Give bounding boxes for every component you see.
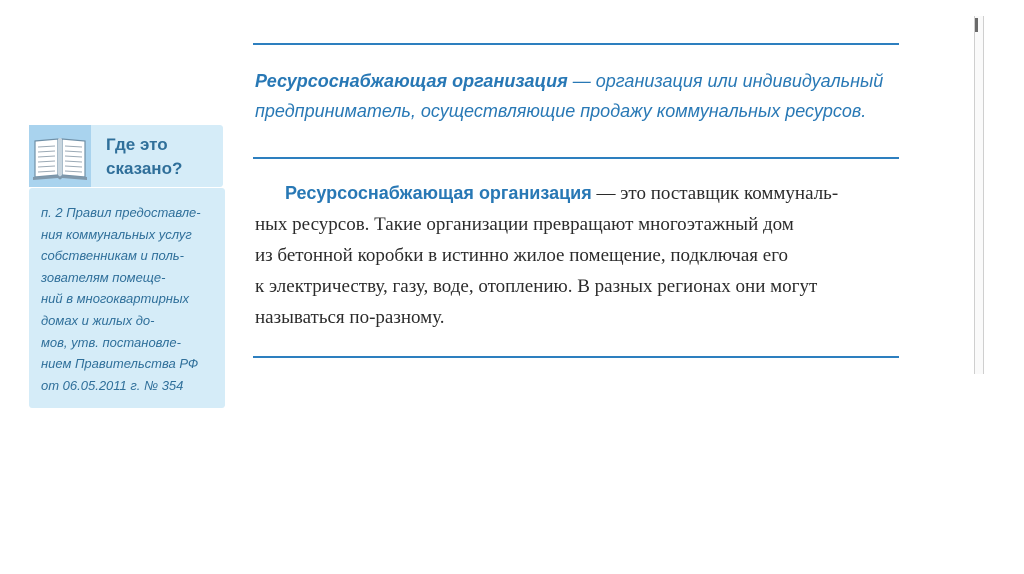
- sidebar-title: [106, 133, 218, 181]
- scrollbar-thumb[interactable]: [975, 18, 978, 32]
- paragraph-line-2: ных ресурсов. Такие организации превращают многоэтажный дом: [255, 214, 794, 235]
- divider-top: [253, 43, 899, 45]
- sidebar-header: [29, 125, 223, 187]
- divider-middle: [253, 157, 899, 159]
- paragraph-line-4: к электричеству, газу, воде, отоплению. В разных регионах они могут: [255, 276, 818, 297]
- paragraph-line-1: [255, 178, 915, 209]
- paragraph-line-3: из бетонной коробки в истинно жилое помещение, подключая его: [255, 245, 789, 266]
- definition-line-1: [255, 66, 915, 96]
- definition-text: — организация или индивидуальный: [567, 71, 884, 91]
- legal-reference: [41, 202, 219, 396]
- reference-line: п. 2 Правил предоставле-: [41, 205, 201, 220]
- vertical-scrollbar[interactable]: [974, 16, 984, 374]
- reference-line: ния коммунальных услуг: [41, 226, 192, 242]
- reference-line: от 06.05.2011 г. № 354: [41, 377, 184, 393]
- reference-line: собственникам и поль-: [41, 248, 184, 264]
- explanation-paragraph: [255, 178, 915, 333]
- reference-line: нием Правительства РФ: [41, 356, 199, 372]
- paragraph-term: Ресурсоснабжающая организация: [285, 183, 592, 203]
- reference-sidebar: [29, 125, 225, 408]
- definition-line-2: предприниматель, осуществляющие продажу коммунальных ресурсов.: [255, 101, 867, 121]
- reference-line: зователям помеще-: [41, 269, 166, 285]
- reference-line: мов, утв. постановле-: [41, 334, 181, 350]
- book-icon: [29, 125, 91, 187]
- definition-block: [255, 66, 915, 126]
- sidebar-title-line1: Где это: [106, 135, 168, 154]
- sidebar-title-line2: сказано?: [106, 159, 183, 178]
- definition-term: Ресурсоснабжающая организация: [255, 71, 568, 91]
- reference-line: ний в многоквартирных: [41, 291, 190, 307]
- paragraph-line-5: называться по-разному.: [255, 307, 445, 328]
- divider-bottom: [253, 356, 899, 358]
- reference-line: домах и жилых до-: [41, 312, 155, 328]
- sidebar-body: [29, 188, 225, 408]
- paragraph-text: — это поставщик коммуналь-: [591, 183, 839, 204]
